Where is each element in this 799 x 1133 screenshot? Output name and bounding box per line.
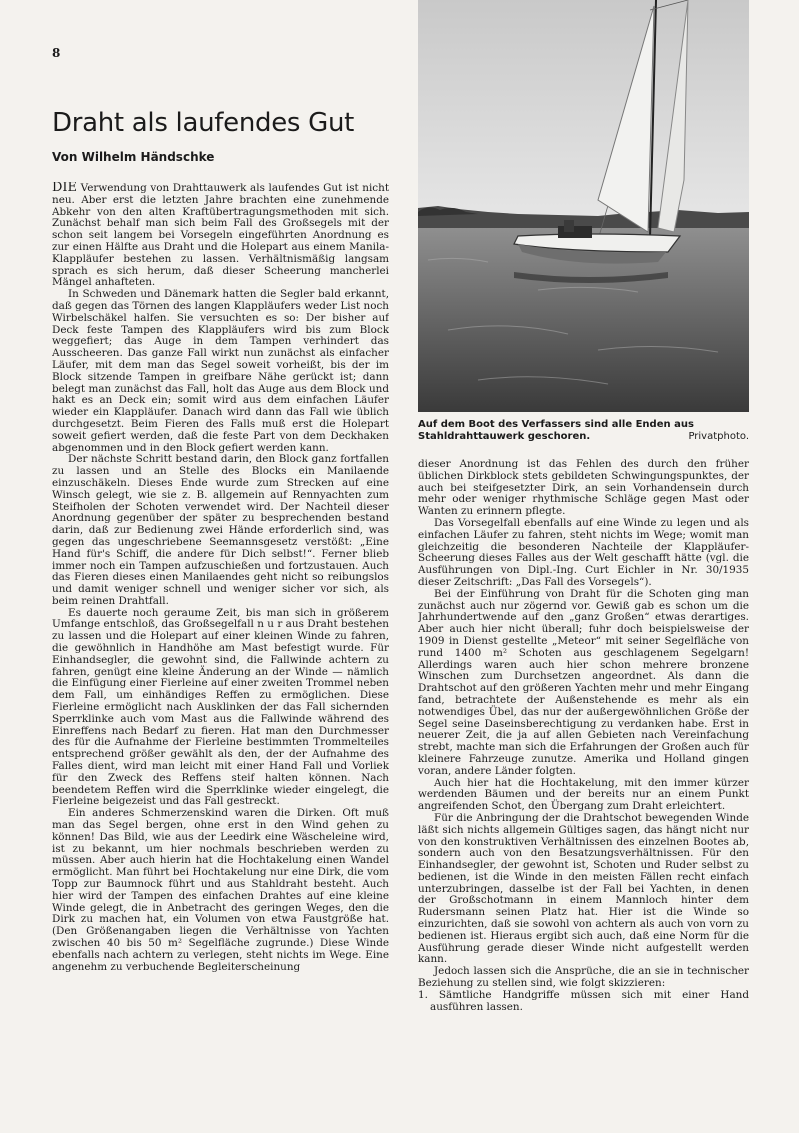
paragraph: Bei der Einführung von Draht für die Schoten ging man zunächst auch nur zögernd vor. Gewiß gab es schon um die Jahrhundertwende auf den „ganz Großen“ etwas derartiges. Aber auch hier nicht überall; fuhr doch beispielsweise der 1909 in Dienst gestellte „Meteor“ mit seiner Segelfläche von rund 1400 m² Schoten aus geschlagenem Segelgarn! Allerdings waren auch hier schon mehrere bronzene Winschen zum Durchsetzen angeordnet. Als dann die Drahtschot auf den größeren Yachten mehr und mehr Eingang fand, betrachtete der Außenstehende es mehr als ein notwendiges Übel, das nur der außergewöhnlichen Größe der Segel seine Daseinsberechtigung zu verdanken habe. Erst in neuerer Zeit, die ja auf allen Gebieten nach Vereinfachung strebt, machte man sich die Erfahrungen der Großen auch für kleinere Fahrzeuge zunutze. Amerika und Holland gingen voran, andere Länder folgten. — [418, 587, 749, 777]
photo-credit: Privatphoto. — [688, 431, 749, 442]
left-column — [52, 182, 389, 1082]
paragraph: Das Vorsegelfall ebenfalls auf eine Winde zu legen und als einfachen Läufer zu fahren, steht nichts im Wege; womit man gleichzeitig die besonderen Nachteile der Klappläufer-Scheerung dieses Falles aus der Welt geschafft hätte (vgl. die Ausführungen von Dipl.-Ing. Curt Eichler in Nr. 30/1935 dieser Zeitschrift: „Das Fall des Vorsegels“). — [418, 516, 749, 588]
sailboat-photo — [418, 0, 749, 412]
page-number: 8 — [52, 46, 61, 60]
paragraph — [52, 182, 389, 289]
paragraph: Für die Anbringung der die Drahtschot bewegenden Winde läßt sich nichts allgemein Gültiges sagen, das hängt nicht nur von den konstruktiven Verhältnissen des einzelnen Bootes ab, sondern auch von den Besatzungsverhältnissen. Für den Einhandsegler, der gewohnt ist, Schoten und Ruder selbst zu bedienen, ist die Winde in den meisten Fällen recht einfach unterzubringen, dasselbe ist der Fall bei Yachten, in denen der Großschotmann in einem Mannloch hinter dem Rudersmann seinen Platz hat. Hier ist die Winde so einzurichten, daß sie sowohl von achtern als auch von vorn zu bedienen ist. Hieraus ergibt sich auch, daß eine Norm für die Ausführung gerade dieser Winde nicht aufgestellt werden kann. — [418, 811, 749, 966]
paragraph: In Schweden und Dänemark hatten die Segler bald erkannt, daß gegen das Törnen des langen Klappläufers weder List noch Wirbelschäkel halfen. Sie versuchten es so: Der bisher auf Deck feste Tampen des Klappläufers wird bis zum Block weggefiert; das Auge in dem Tampen verhindert das Ausscheeren. Das ganze Fall wirkt nun zunächst als einfacher Läufer, mit dem man das Segel soweit vorheißt, bis der im Block sitzende Tampen in greifbare Nähe gerückt ist; dann belegt man zunächst das Fall, holt das Auge aus dem Block und hakt es an Deck ein; somit wird aus dem einfachen Läufer wieder ein Klappläufer. Danach wird dann das Fall wie üblich durchgesetzt. Beim Fieren des Falls muß erst die Holepart soweit gefiert werden, daß die feste Part von dem Deckhaken abgenommen und in den Block gefiert werden kann. — [52, 288, 389, 454]
photo-caption — [418, 419, 749, 443]
paragraph: Auch hier hat die Hochtakelung, mit den immer kürzer werdenden Bäumen und der bereits nur an einem Punkt angreifenden Schot, den Übergang zum Draht erleichtert. — [418, 776, 749, 813]
lead-word: DIE — [52, 182, 78, 195]
paragraph: Der nächste Schritt bestand darin, den Block ganz fortfallen zu lassen und an Stelle des Blocks ein Manilaende einzuschäkeln. Dieses Ende wurde zum Strecken auf eine Winsch gelegt, wie sie z. B. allgemein auf Rennyachten zum Steifholen der Schoten verwendet wird. Der Nachteil dieser Anordnung gegenüber der später zu besprechenden bestand darin, daß zur Bedienung zwei Hände erforderlich sind, was gegen das ungeschriebene Seemannsgesetz verstößt: „Eine Hand für's Schiff, die andere für Dich selbst!“. Ferner blieb immer noch ein Tampen aufzuschießen und fortzustauen. Auch das Fieren dieses einen Manilaendes geht nicht so reibungslos und damit weniger schnell und weniger sicher vor sich, als beim reinen Drahtfall. — [52, 453, 389, 607]
list-item: 1. Sämtliche Handgriffe müssen sich mit einer Hand ausführen lassen. — [418, 988, 749, 1013]
caption-text: Auf dem Boot des Verfassers sind alle Enden aus Stahldrahttauwerk geschoren. — [418, 419, 694, 442]
requirements-list — [418, 990, 749, 1014]
article-title: Draht als laufendes Gut — [52, 108, 355, 138]
right-column — [418, 459, 749, 1059]
paragraph: Es dauerte noch geraume Zeit, bis man sich in größerem Umfange entschloß, das Großsegelfall n u r aus Draht bestehen zu lassen und die Holepart auf einer kleinen Winde zu fahren, die gewöhnlich in Handhöhe am Mast befestigt wurde. Für Einhandsegler, die gewohnt sind, die Fallwinde achtern zu fahren, genügt eine kleine Änderung an der Winde — nämlich die Einfügung einer Fierleine auf einer zweiten Trommel neben dem Fall, um einhändiges Reffen zu ermöglichen. Diese Fierleine ermöglicht nach Ausklinken der das Fall sichernden Sperrklinke auch vom Mast aus die Fallwinde während des Einreffens nach Bedarf zu fieren. Hat man den Durchmesser des für die Aufnahme der Fierleine bestimmten Trommelteiles entsprechend größer gewählt als den, der der Aufnahme des Falles dient, wird man leicht mit einer Hand Fall und Vorliek für den Zweck des Reffens steif halten können. Nach beendetem Reffen wird die Sperrklinke wieder eingelegt, die Fierleine beigezeist und das Fall gestreckt. — [52, 606, 389, 808]
paragraph: dieser Anordnung ist das Fehlen des durch den früher üblichen Dirkblock stets gebildeten Schwingungspunktes, der auch bei steifgesetzter Dirk, an sein Vorhandensein durch mehr oder weniger rhythmische Schläge gegen Mast oder Wanten zu erinnern pflegte. — [418, 459, 749, 518]
paragraph: Jedoch lassen sich die Ansprüche, die an sie in technischer Beziehung zu stellen sind, wie folgt skizzieren: — [418, 965, 749, 990]
article-author: Von Wilhelm Händschke — [52, 150, 215, 164]
paragraph: Ein anderes Schmerzenskind waren die Dirken. Oft muß man das Segel bergen, ohne erst in den Wind gehen zu können! Das Bild, wie aus der Leedirk eine Wäscheleine wird, ist zu bekannt, um hier nochmals beschrieben werden zu müssen. Aber auch hierin hat die Hochtakelung einen Wandel ermöglicht. Man führt bei Hochtakelung nur eine Dirk, die vom Topp zur Baumnock führt und aus Stahldraht besteht. Auch hier wird der Tampen des einfachen Drahtes auf eine kleine Winde gelegt, die in Anbetracht des geringen Weges, den die Dirk zu machen hat, ein Volumen von etwa Faustgröße hat. (Den Größenangaben liegen die Verhältnisse von Yachten zwischen 40 bis 50 m² Segelfläche zugrunde.) Diese Winde ebenfalls nach achtern zu verlegen, steht nichts im Wege. Eine angenehm zu verbuchende Begleiterscheinung — [52, 807, 389, 973]
paragraph-text: Verwendung von Drahttauwerk als laufendes Gut ist nicht neu. Aber erst die letzten Jahre brachten eine zunehmende Abkehr von den alten Kraftübertragungsmethoden mit sich. Zunächst behalf man sich beim Fall des Großsegels mit der schon seit langem bei Vorsegeln eingeführten Anordnung es zur einen Hälfte aus Draht und die Holepart aus einem Manila-Klappläufer bestehen zu lassen. Verhältnismäßig langsam sprach es sich herum, daß dieser Scheerung mancherlei Mängel anhafteten. — [52, 182, 389, 289]
